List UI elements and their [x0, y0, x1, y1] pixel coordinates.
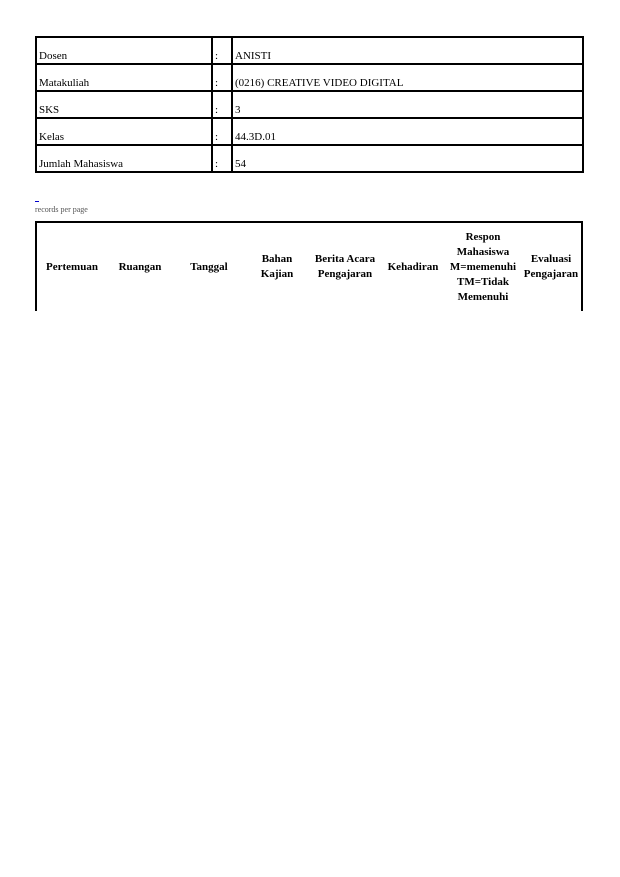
column-header-tanggal[interactable]: Tanggal: [190, 260, 228, 273]
info-value: 3: [232, 91, 583, 118]
info-row-sks: [36, 91, 583, 118]
records-per-page-label: records per page: [35, 205, 88, 214]
table-header-row: [37, 223, 581, 311]
attendance-table: [35, 221, 583, 311]
course-info-table: [35, 36, 584, 173]
column-header-respon-mahasiswa[interactable]: Respon Mahasiswa M=memenuhi TM=Tidak Memenuhi: [449, 230, 517, 303]
info-separator: :: [212, 145, 232, 172]
column-header-evaluasi[interactable]: Evaluasi Pengajaran: [523, 253, 579, 280]
info-label: Jumlah Mahasiswa: [36, 145, 212, 172]
info-separator: :: [212, 91, 232, 118]
records-per-page: [35, 201, 88, 215]
info-label: Dosen: [36, 37, 212, 64]
info-value: 44.3D.01: [232, 118, 583, 145]
info-row-kelas: [36, 118, 583, 145]
info-label: SKS: [36, 91, 212, 118]
column-header-bahan-kajian[interactable]: Bahan Kajian: [260, 253, 294, 280]
records-per-page-select[interactable]: [35, 201, 39, 202]
info-value: (0216) CREATIVE VIDEO DIGITAL: [232, 64, 583, 91]
info-label: Matakuliah: [36, 64, 212, 91]
info-separator: :: [212, 64, 232, 91]
column-header-kehadiran[interactable]: Kehadiran: [387, 260, 439, 273]
column-header-pertemuan[interactable]: Pertemuan: [46, 260, 98, 273]
info-separator: :: [212, 37, 232, 64]
info-row-dosen: [36, 37, 583, 64]
info-value: 54: [232, 145, 583, 172]
column-header-ruangan[interactable]: Ruangan: [118, 260, 162, 273]
info-separator: :: [212, 118, 232, 145]
info-value: ANISTI: [232, 37, 583, 64]
info-row-jumlah-mahasiswa: [36, 145, 583, 172]
column-header-berita-acara[interactable]: Berita Acara Pengajaran: [314, 253, 376, 280]
info-label: Kelas: [36, 118, 212, 145]
info-row-matakuliah: [36, 64, 583, 91]
